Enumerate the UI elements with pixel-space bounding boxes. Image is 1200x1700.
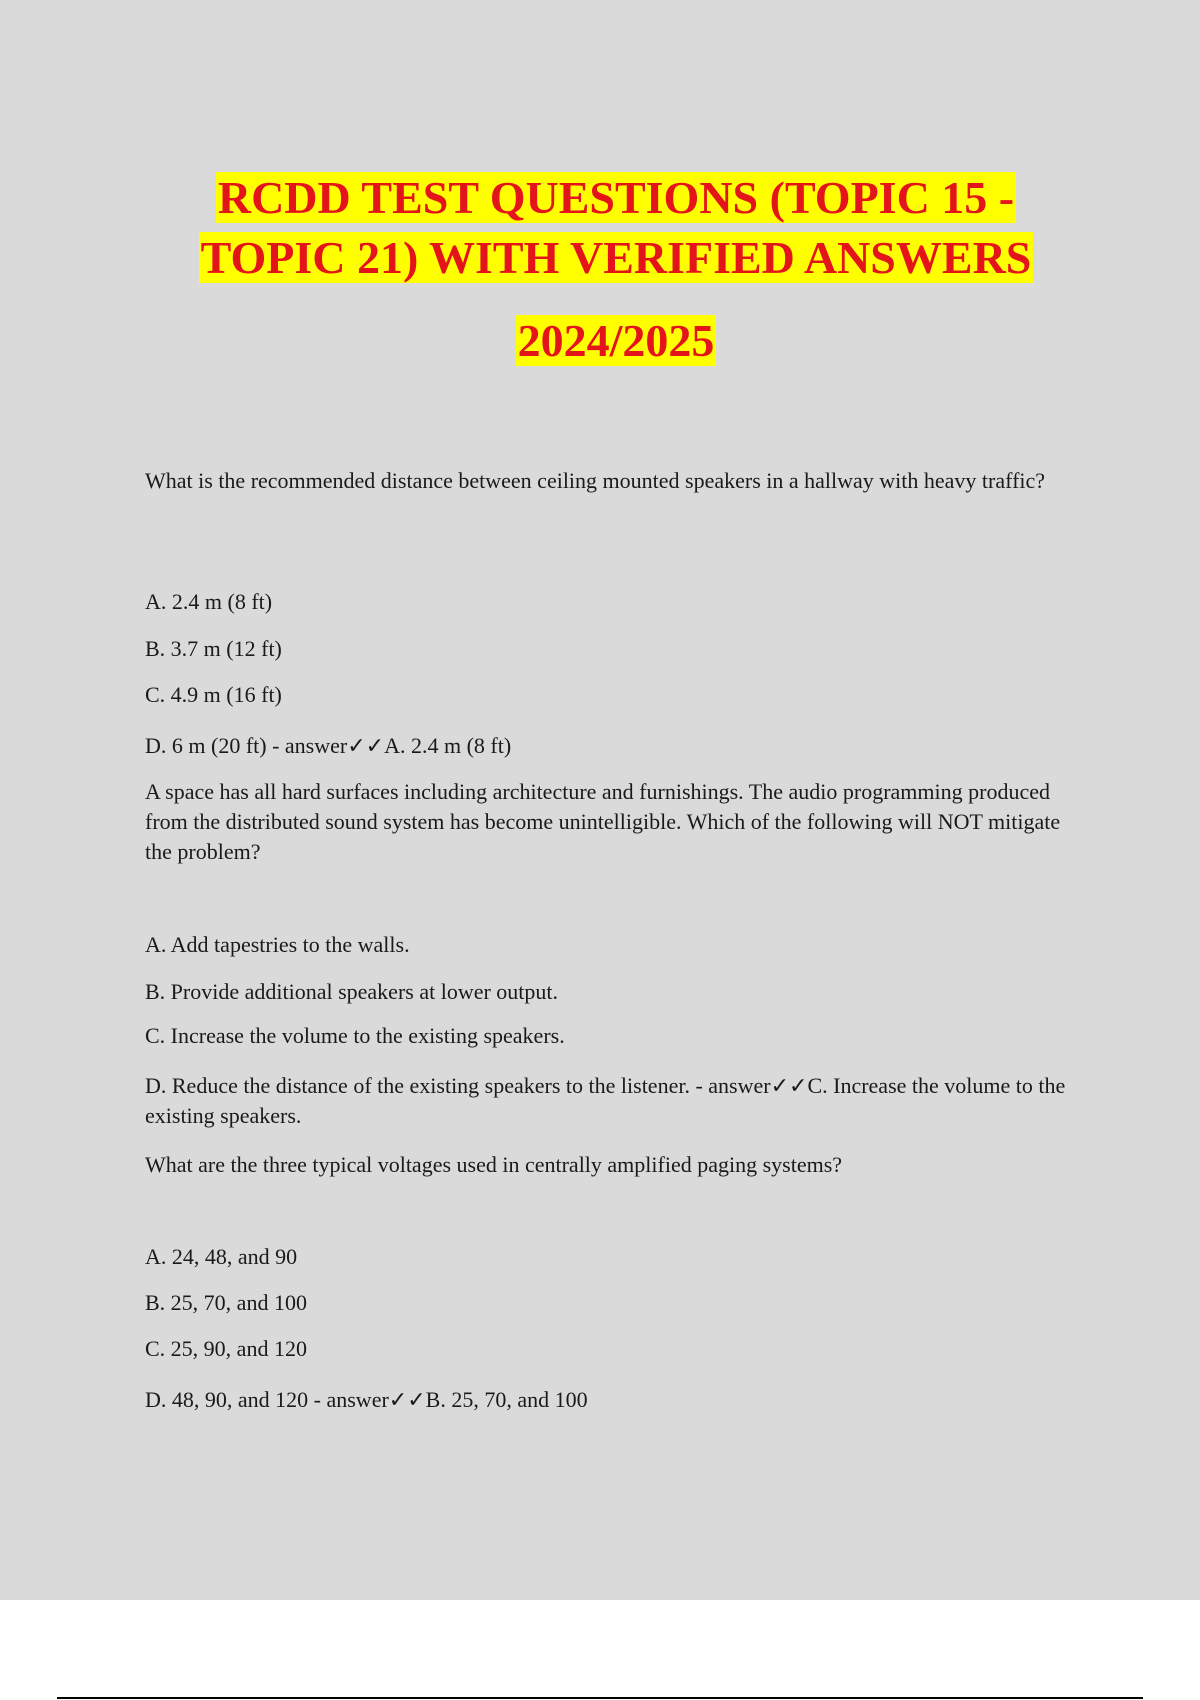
question-2-option-c: C. Increase the volume to the existing speakers. [145, 1023, 565, 1048]
question-1-text: What is the recommended distance between ceiling mounted speakers in a hallway with heavy traffic? [145, 468, 1046, 493]
footer-divider [57, 1697, 1143, 1699]
question-3-option-a: A. 24, 48, and 90 [145, 1244, 298, 1269]
question-3-option-c: C. 25, 90, and 120 [145, 1336, 307, 1361]
question-2-option-d-answer: D. Reduce the distance of the existing speakers to the listener. - answer✓✓C. Increase the volume to the existing speakers. [145, 1073, 1066, 1128]
document-title [0, 168, 1200, 288]
title-line-2: TOPIC 21) WITH VERIFIED ANSWERS [200, 232, 1032, 283]
title-year-text: 2024/2025 [517, 315, 715, 366]
question-3-option-d-answer: D. 48, 90, and 120 - answer✓✓B. 25, 70, and 100 [145, 1387, 588, 1412]
question-2-option-b: B. Provide additional speakers at lower output. [145, 979, 559, 1004]
question-2-text: A space has all hard surfaces including architecture and furnishings. The audio programming produced from the distributed sound system has become unintelligible. Which of the following will NOT mitigate the problem? [145, 779, 1061, 864]
title-line-1: RCDD TEST QUESTIONS (TOPIC 15 - [217, 172, 1015, 223]
question-1-option-c: C. 4.9 m (16 ft) [145, 682, 282, 707]
question-2-option-a: A. Add tapestries to the walls. [145, 932, 410, 957]
question-1-option-d-answer: D. 6 m (20 ft) - answer✓✓A. 2.4 m (8 ft) [145, 733, 512, 758]
title-year [0, 311, 1200, 371]
question-1-option-a: A. 2.4 m (8 ft) [145, 589, 273, 614]
question-1-option-b: B. 3.7 m (12 ft) [145, 636, 282, 661]
question-3-option-b: B. 25, 70, and 100 [145, 1290, 307, 1315]
question-3-text: What are the three typical voltages used in centrally amplified paging systems? [145, 1152, 843, 1177]
